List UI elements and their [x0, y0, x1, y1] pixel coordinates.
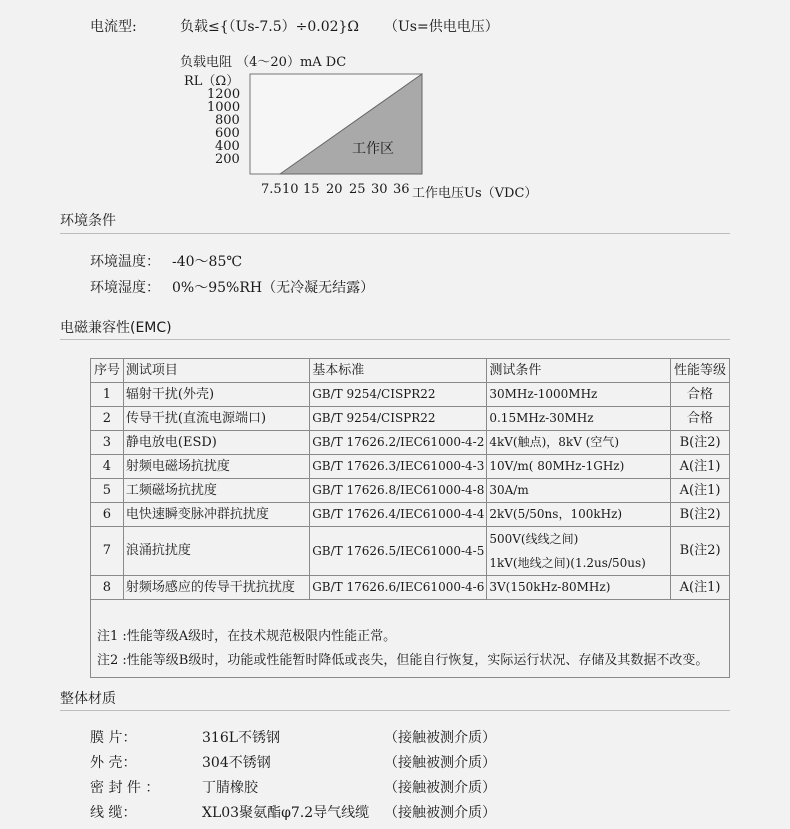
row-cond: 4kV(触点)，8kV (空气) — [487, 431, 671, 455]
row-no: 5 — [91, 479, 123, 503]
row-grade: 合格 — [671, 383, 729, 407]
emc-table — [91, 359, 729, 600]
chart-xtick: 36 — [393, 182, 410, 197]
row-cond: 0.15MHz-30MHz — [487, 407, 671, 431]
row-std: GB/T 9254/CISPR22 — [310, 407, 487, 431]
row-no: 2 — [91, 407, 123, 431]
row-item: 工频磁场抗扰度 — [123, 479, 309, 503]
temp-label: 环境温度： — [90, 254, 160, 270]
row-grade: B(注2) — [671, 503, 729, 527]
material-note: （接触被测介质） — [384, 755, 496, 771]
chart-area — [180, 60, 430, 180]
table-row — [91, 383, 729, 407]
row-no: 6 — [91, 503, 123, 527]
row-cond — [487, 527, 671, 576]
material-section-title: 整体材质 — [60, 691, 116, 707]
humidity-value: 0%～95%RH（无冷凝无结露） — [172, 280, 375, 296]
env-section-title: 环境条件 — [60, 213, 116, 229]
row-no: 8 — [91, 576, 123, 600]
row-cond: 30A/m — [487, 479, 671, 503]
row-cond: 3V(150kHz-80MHz) — [487, 576, 671, 600]
header-grade: 性能等级 — [671, 359, 729, 383]
chart-xtick: 10 — [282, 182, 299, 197]
chart-ytick: 1000 — [207, 100, 241, 115]
row-std: GB/T 17626.5/IEC61000-4-5 — [310, 527, 487, 576]
row-no: 1 — [91, 383, 123, 407]
row-item: 射频场感应的传导干扰抗扰度 — [123, 576, 309, 600]
chart-ytick: 200 — [215, 152, 240, 167]
table-row — [91, 503, 729, 527]
row-cond: 10V/m( 80MHz-1GHz) — [487, 455, 671, 479]
env-divider — [60, 233, 730, 234]
temp-value: -40～85℃ — [172, 254, 243, 270]
chart-xtick: 7.5 — [261, 182, 282, 197]
material-divider — [60, 710, 730, 711]
material-value: 316L不锈钢 — [202, 730, 281, 746]
row-item: 静电放电(ESD) — [123, 431, 309, 455]
row-grade: 合格 — [671, 407, 729, 431]
row-grade: A(注1) — [671, 479, 729, 503]
material-value: 丁腈橡胶 — [202, 780, 258, 796]
current-type-label: 电流型: — [90, 19, 137, 35]
row-grade: A(注1) — [671, 576, 729, 600]
header-cond: 测试条件 — [487, 359, 671, 383]
table-row — [91, 455, 729, 479]
chart-ytick: 400 — [215, 139, 240, 154]
row-std: GB/T 17626.8/IEC61000-4-8 — [310, 479, 487, 503]
row-no: 7 — [91, 527, 123, 576]
chart-xlabel: 工作电压Us（VDC） — [412, 186, 538, 201]
table-header-row — [91, 359, 729, 383]
table-row — [91, 431, 729, 455]
chart-ylabel: RL（Ω） — [184, 74, 240, 89]
row-item: 射频电磁场抗扰度 — [123, 455, 309, 479]
chart-ytick: 1200 — [207, 87, 241, 102]
material-note: （接触被测介质） — [384, 780, 496, 796]
chart-ytick: 600 — [215, 126, 240, 141]
header-no: 序号 — [91, 359, 123, 383]
table-row — [91, 527, 729, 576]
chart-xtick: 25 — [349, 182, 366, 197]
row-grade: A(注1) — [671, 455, 729, 479]
row-no: 4 — [91, 455, 123, 479]
row-std: GB/T 17626.6/IEC61000-4-6 — [310, 576, 487, 600]
emc-section-title: 电磁兼容性(EMC) — [60, 320, 172, 336]
row-item: 电快速瞬变脉冲群抗扰度 — [123, 503, 309, 527]
row-no: 3 — [91, 431, 123, 455]
chart-ytick: 800 — [215, 113, 240, 128]
material-label: 外 壳： — [90, 755, 137, 771]
chart-xtick: 15 — [303, 182, 320, 197]
row-std: GB/T 9254/CISPR22 — [310, 383, 487, 407]
header-item: 测试项目 — [123, 359, 309, 383]
row-grade: B(注2) — [671, 431, 729, 455]
material-label: 膜 片： — [90, 730, 137, 746]
row-std: GB/T 17626.3/IEC61000-4-3 — [310, 455, 487, 479]
table-row — [91, 479, 729, 503]
header-std: 基本标准 — [310, 359, 487, 383]
current-type-formula: 负载≤{（Us-7.5）÷0.02}Ω — [180, 19, 360, 35]
table-row — [91, 576, 729, 600]
row-std: GB/T 17626.4/IEC61000-4-4 — [310, 503, 487, 527]
humidity-label: 环境湿度： — [90, 280, 160, 296]
material-label: 线 缆： — [90, 805, 137, 821]
row-std: GB/T 17626.2/IEC61000-4-2 — [310, 431, 487, 455]
emc-divider — [60, 339, 730, 340]
material-label: 密 封 件 ： — [90, 780, 160, 796]
emc-note-1: 注1 :性能等级A级时，在技术规范极限内性能正常。 — [97, 629, 397, 644]
table-row — [91, 407, 729, 431]
row-item: 浪涌抗扰度 — [123, 527, 309, 576]
chart-xtick: 30 — [371, 182, 388, 197]
row-cond-line: 1kV(地线之间)(1.2us/50us) — [489, 556, 646, 570]
row-item: 辐射干扰(外壳) — [123, 383, 309, 407]
emc-note-2: 注2 :性能等级B级时，功能或性能暂时降低或丧失，但能自行恢复，实际运行状况、存储及其数据不改变。 — [97, 653, 709, 668]
emc-table-box — [90, 358, 730, 678]
material-value: XL03聚氨酯φ7.2导气线缆 — [202, 805, 370, 821]
material-value: 304不锈钢 — [202, 755, 271, 771]
row-cond: 2kV(5/50ns，100kHz) — [487, 503, 671, 527]
material-note: （接触被测介质） — [384, 730, 496, 746]
row-cond-line: 500V(线线之间) — [489, 532, 579, 546]
chart-title: 负载电阻 （4～20）mA DC — [180, 55, 347, 70]
row-grade: B(注2) — [671, 527, 729, 576]
row-item: 传导干扰(直流电源端口) — [123, 407, 309, 431]
chart-xtick: 20 — [326, 182, 343, 197]
current-type-note: （Us=供电电压） — [384, 19, 499, 35]
row-cond: 30MHz-1000MHz — [487, 383, 671, 407]
chart-region-label: 工作区 — [352, 141, 394, 157]
material-note: （接触被测介质） — [384, 805, 496, 821]
